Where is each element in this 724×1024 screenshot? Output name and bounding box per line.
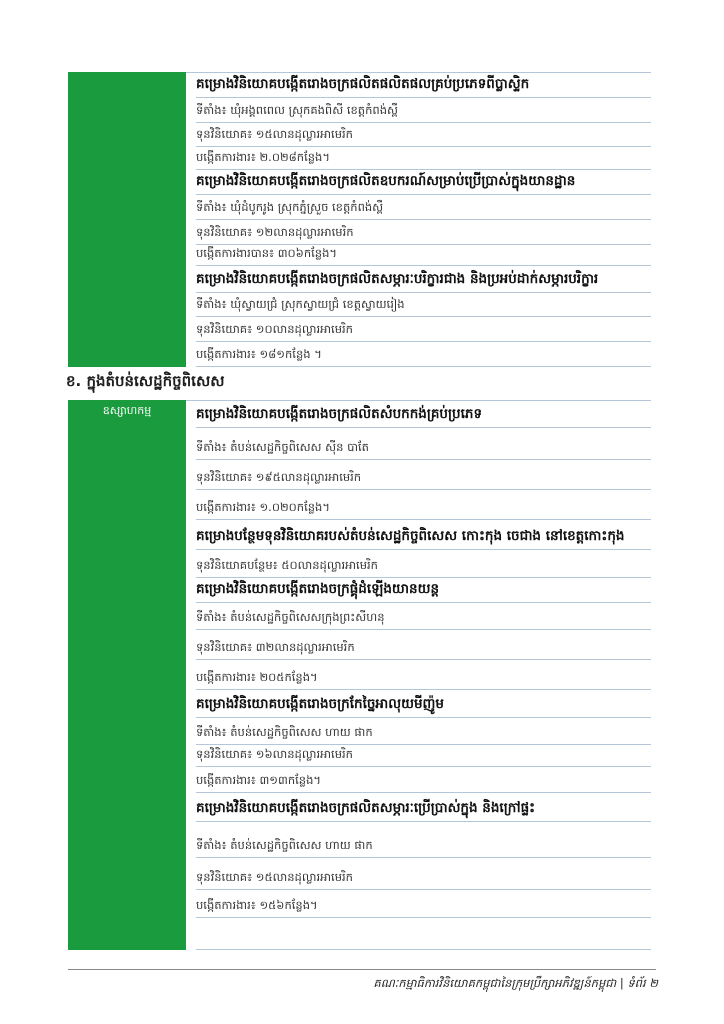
section2-row-detail: ទីតាំង៖ តំបន់សេដ្ឋកិច្ចពិសេសក្រុងព្រះសីហនុ [196, 603, 651, 630]
section1-row-detail: បង្កើតការងារបាន៖ ៣០៦កន្លែង។ [196, 245, 651, 266]
section2-row-detail: ទុនវិនិយោគ៖ ១៦លានដុល្លារអាមេរិក [196, 745, 651, 767]
section2-green-bar [68, 400, 186, 950]
section1-row-detail: ទុនវិនិយោគ៖ ១៥លានដុល្លារអាមេរិក [196, 123, 651, 147]
section1-row-detail: ទីតាំង៖ ឃុំស្វាយជ្រំ ស្រុកស្វាយជ្រំ ខេត្តស្វាយរៀង [196, 293, 651, 317]
section2-row-title: គម្រោងវិនិយោគបង្កើតរោងចក្រផលិតសំបកកង់គ្រប់ប្រភេទ [196, 400, 651, 428]
section2-row-detail: បង្កើតការងារ៖ ៣១៣កន្លែង។ [196, 767, 651, 793]
section2-row-detail: ទុនវិនិយោគ៖ ១៩៥លានដុល្លារអាមេរិក [196, 460, 651, 490]
section2-row-detail [196, 918, 651, 950]
section1-row-detail: ទីតាំង៖ ឃុំអង្គពពេល ស្រុកគងពិសី ខេត្តកំពង់ស្ពឺ [196, 98, 651, 123]
section2-row-title: គម្រោងវិនិយោគបង្កើតរោងចក្រផលិតសម្ភារៈប្រើប្រាស់ក្នុង និងក្រៅផ្ទះ [196, 793, 651, 822]
page-footer: គណៈកម្មាធិការវិនិយោគកម្ពុជានៃក្រុមប្រឹក្សាអភិវឌ្ឍន៍កម្ពុជា | ទំព័រ ២ [373, 976, 658, 990]
section2-row-detail: ទីតាំង៖ តំបន់សេដ្ឋកិច្ចពិសេស ហាយ ផាក [196, 718, 651, 745]
section2-row-title: គម្រោងវិនិយោគបង្កើតរោងចក្រផ្គុំដំឡើងយានយន្ត [196, 578, 651, 603]
section2-row-detail: ទីតាំង៖ តំបន់សេដ្ឋកិច្ចពិសេស ស៊ីន បាតែ [196, 428, 651, 460]
section1-row-detail: ទីតាំង៖ ឃុំដំបូករូង ស្រុកភ្នំស្រួច ខេត្តកំពង់ស្ពឺ [196, 195, 651, 220]
section1-row-detail: បង្កើតការងារ៖ ២.០២៨កន្លែង។ [196, 147, 651, 170]
section2-row-detail: បង្កើតការងារ៖ ១៥៦កន្លែង។ [196, 890, 651, 918]
section1-row-detail: ទុនវិនិយោគ៖ ១២លានដុល្លារអាមេរិក [196, 220, 651, 245]
footer-rule [68, 969, 656, 970]
section2-heading: ខ. ក្នុងតំបន់សេដ្ឋកិច្ចពិសេស [66, 372, 225, 390]
section2-row-detail: ទុនវិនិយោគបន្ថែម៖ ៥០លានដុល្លារអាមេរិក [196, 550, 651, 578]
section1-row-title: គម្រោងវិនិយោគបង្កើតរោងចក្រផលិតផលិតផលគ្រប់ប្រភេទពីប្លាស្ទិក [196, 72, 651, 98]
section1-row-detail: បង្កើតការងារ៖ ១៨១កន្លែង ។ [196, 342, 651, 367]
section1-green-bar [68, 72, 186, 367]
section2-category-label: ឧស្សាហកម្ម [102, 404, 152, 417]
section2-row-title: គម្រោងវិនិយោគបង្កើតរោងចក្រកែច្នៃអាលុយមីញ៉ូម [196, 690, 651, 718]
section2-row-detail: បង្កើតការងារ៖ ១.០២០កន្លែង។ [196, 490, 651, 520]
section1-row-title: គម្រោងវិនិយោគបង្កើតរោងចក្រផលិតសម្ភារៈបរិក្ខារជាង និងប្រអប់ដាក់សម្ភារបរិក្ខារ [196, 266, 651, 293]
section2-row-detail: ទីតាំង៖ តំបន់សេដ្ឋកិច្ចពិសេស ហាយ ផាក [196, 822, 651, 858]
section1-row-title: គម្រោងវិនិយោគបង្កើតរោងចក្រផលិតឧបករណ៍សម្រាប់ប្រើប្រាស់ក្នុងយានដ្ឋាន [196, 170, 651, 195]
section1-row-detail: ទុនវិនិយោគ៖ ១០លានដុល្លារអាមេរិក [196, 317, 651, 342]
section2-row-detail: ទុនវិនិយោគ៖ ៣២លានដុល្លារអាមេរិក [196, 630, 651, 660]
section2-row-detail: ទុនវិនិយោគ៖ ១៥លានដុល្លារអាមេរិក [196, 858, 651, 890]
section2-row-title: គម្រោងបន្ថែមទុនវិនិយោគរបស់តំបន់សេដ្ឋកិច្ចពិសេស កោះកុង ចេជាង នៅខេត្តកោះកុង [196, 520, 651, 550]
section2-row-detail: បង្កើតការងារ៖ ២០៥កន្លែង។ [196, 660, 651, 690]
